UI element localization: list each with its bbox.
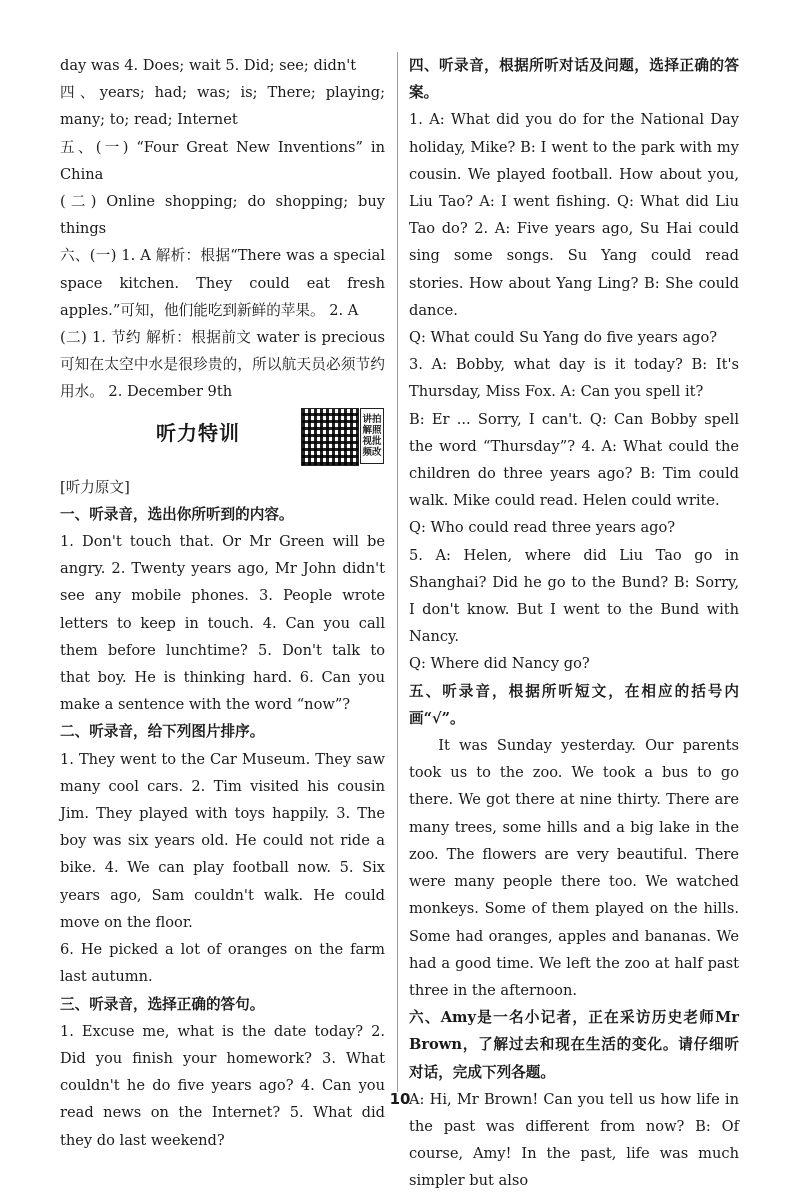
answer-line-3: 五、(一) “Four Great New Inventions” in China [60,138,385,183]
answer-line-5: 六、(一) 1. A 解析：根据“There was a special space kitchen. They could eat fresh apples.”可知，他们能吃到新鲜的苹果。 2. A [60,247,385,319]
right-column [409,52,739,1195]
section-header [60,408,385,472]
left-column [60,52,385,1154]
part3-text: 1. Excuse me, what is the date today? 2. Did you finish your homework? 3. What couldn't he do five years ago? 4. Can you read news on the Internet? 5. What did they do last weekend? [60,1022,385,1149]
part2-text-2: 6. He picked a lot of oranges on the farm last autumn. [60,941,385,986]
part4-dialog-2: Q: What could Su Yang do five years ago? [409,329,718,347]
part5-heading: 五、听录音，根据所听短文，在相应的括号内画“√”。 [409,682,739,727]
part6-text: A: Hi, Mr Brown! Can you tell us how life in the past was different from now? B: Of course, Amy! In the past, life was much simpler but also [409,1090,739,1190]
part4-heading: 四、听录音，根据所听对话及问题，选择正确的答案。 [409,57,739,102]
part4-dialog-1: 1. A: What did you do for the National Day holiday, Mike? B: I went to the park with my cousin. We played football. How about you, Liu Tao? A: I went fishing. Q: What did Liu Tao do? 2. A: Five years ago, Su Hai could sing some songs. Su Yang could read stories. How about Yang Ling? B: She could dance. [409,111,739,319]
answer-line-4: (二) Online shopping; do shopping; buy things [60,193,385,238]
part2-heading: 二、听录音，给下列图片排序。 [60,723,265,741]
column-divider [397,52,398,1092]
section-title: 听力特训 [156,420,240,445]
part1-text: 1. Don't touch that. Or Mr Green will be angry. 2. Twenty years ago, Mr John didn't see any mobile phones. 3. People wrote letters to keep in touch. 4. Can you call them before lunchtime? 5. Don't talk to that boy. He is thinking hard. 6. Can you make a sentence with the word “now”? [60,533,385,714]
part3-heading: 三、听录音，选择正确的答句。 [60,995,265,1013]
answer-line-2: 四、years; had; was; is; There; playing; many; to; read; Internet [60,84,385,129]
part4-dialog-7: Q: Where did Nancy go? [409,655,590,673]
page-number: 10 [389,1090,411,1108]
part6-heading: 六、Amy是一名小记者，正在采访历史老师Mr Brown，了解过去和现在生活的变化。请仔细听对话，完成下列各题。 [409,1009,739,1081]
qr-code-icon[interactable] [301,408,359,466]
part4-dialog-5: Q: Who could read three years ago? [409,519,676,537]
qr-label: 讲拍解照视批频改 [360,408,384,464]
answer-line-1: day was 4. Does; wait 5. Did; see; didn't [60,57,357,74]
transcript-label: [听力原文] [60,478,130,496]
part1-heading: 一、听录音，选出你所听到的内容。 [60,505,294,523]
part4-dialog-4: B: Er ... Sorry, I can't. Q: Can Bobby spell the word “Thursday”? 4. A: What could the children do three years ago? B: Tim could walk. Mike could read. Helen could write. [409,410,739,510]
answer-line-6: (二) 1. 节约 解析：根据前文 water is precious 可知在太空中水是很珍贵的，所以航天员必须节约用水。 2. December 9th [60,329,385,401]
part5-text: It was Sunday yesterday. Our parents took us to the zoo. We took a bus to go there. We got there at nine thirty. There are many trees, some hills and a big lake in the zoo. The flowers are very beautiful. There were many people there too. We watched monkeys. Some of them played on the hills. Some had oranges, apples and bananas. We had a good time. We left the zoo at half past three in the afternoon. [409,737,739,999]
part4-dialog-6: 5. A: Helen, where did Liu Tao go in Shanghai? Did he go to the Bund? B: Sorry, I don't know. But I went to the Bund with Nancy. [409,546,739,646]
part2-text: 1. They went to the Car Museum. They saw many cool cars. 2. Tim visited his cousin Jim. They played with toys happily. 3. The boy was six years old. He could not ride a bike. 4. We can play football now. 5. Six years ago, Sam couldn't walk. He could move on the floor. [60,750,385,931]
part4-dialog-3: 3. A: Bobby, what day is it today? B: It's Thursday, Miss Fox. A: Can you spell it? [409,356,739,401]
